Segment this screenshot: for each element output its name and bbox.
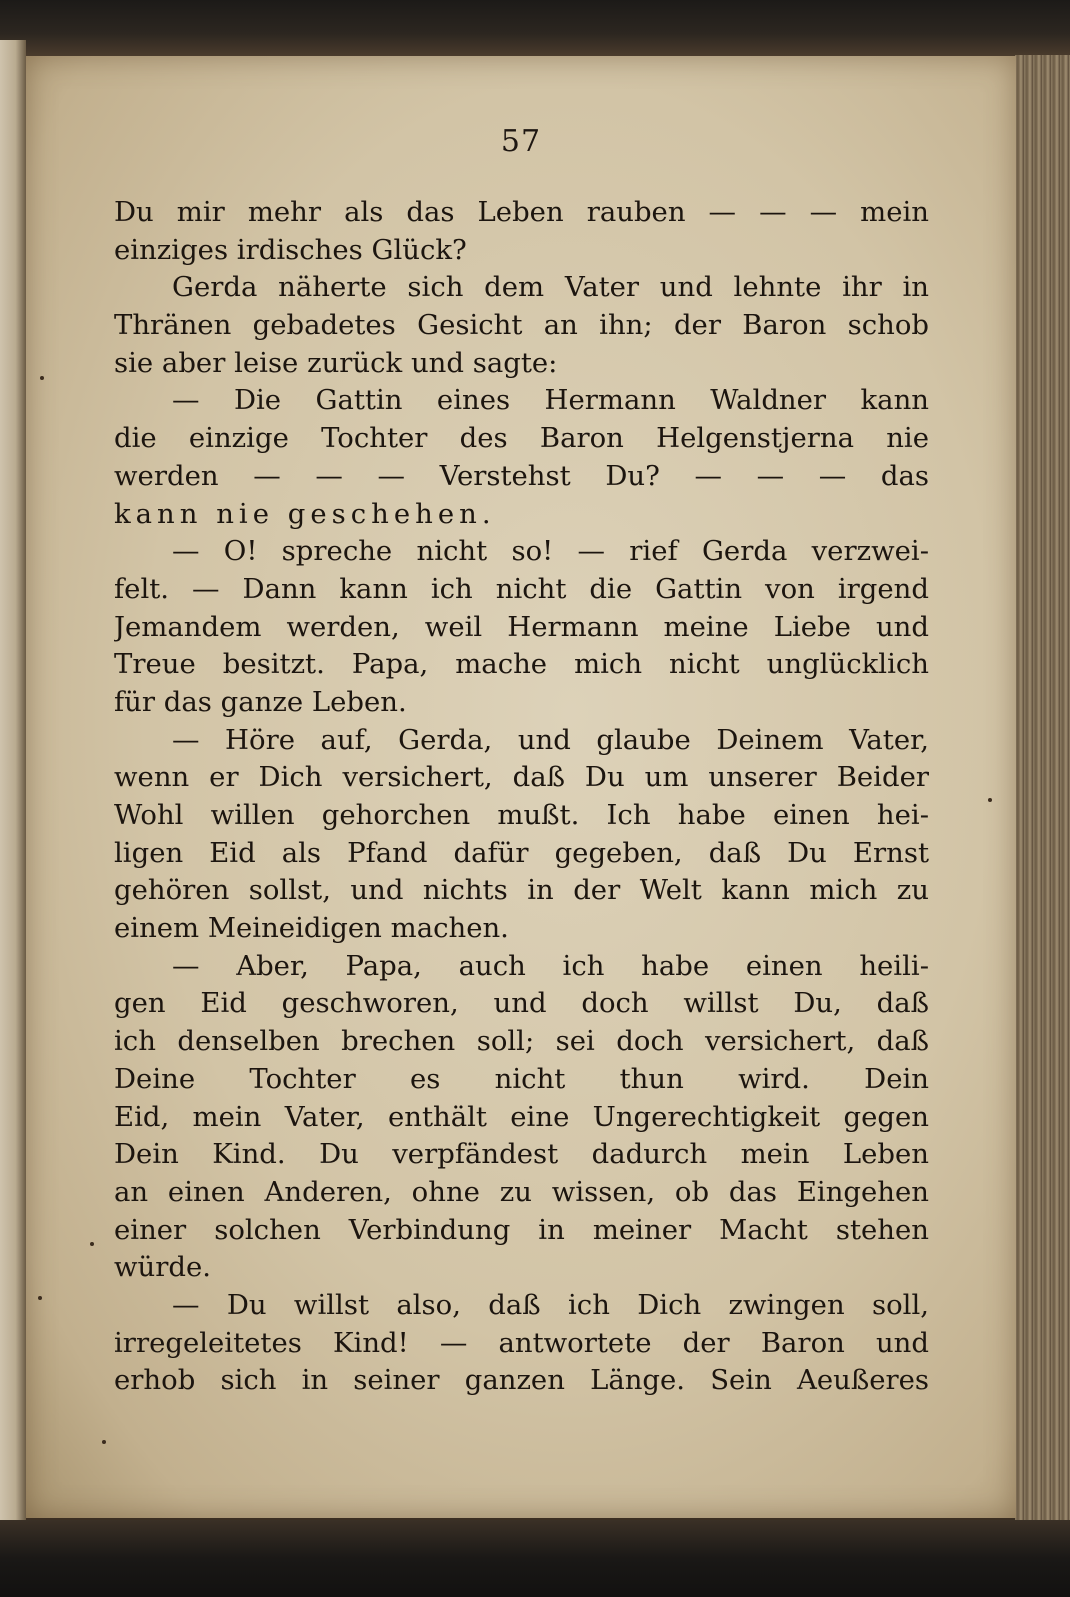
- text-line: Wohl willen gehorchen mußt. Ich habe einen hei-: [114, 799, 929, 831]
- book-bottom-edge: [0, 1520, 1070, 1597]
- text-line: felt. — Dann kann ich nicht die Gattin von irgend: [114, 572, 929, 605]
- text-line: die einzige Tochter des Baron Helgenstjerna nie: [114, 422, 929, 455]
- text-line: Eid, mein Vater, enthält eine Ungerechtigkeit gegen: [114, 1100, 929, 1133]
- book-top-edge: [0, 0, 1070, 56]
- text-line: — Du willst also, daß ich Dich zwingen soll,: [172, 1288, 929, 1321]
- text-line: ligen Eid als Pfand dafür gegeben, daß Du Ernst: [114, 836, 929, 869]
- page-stack-edges: [1015, 55, 1070, 1535]
- text-line: Jemandem werden, weil Hermann meine Liebe und: [114, 610, 929, 643]
- text-line: würde.: [114, 1251, 212, 1284]
- text-line: kann nie geschehen.: [114, 497, 496, 530]
- text-line: werden — — — Verstehst Du? — — — das: [114, 459, 929, 492]
- text-line: Thränen gebadetes Gesicht an ihn; der Baron schob: [114, 309, 929, 342]
- text-line: an einen Anderen, ohne zu wissen, ob das Eingehen: [114, 1175, 929, 1208]
- book-page: [26, 56, 1016, 1518]
- text-line: einziges irdisches Glück?: [114, 233, 467, 266]
- text-line: — O! spreche nicht so! — rief Gerda verzwei-: [172, 535, 929, 568]
- text-line: Gerda näherte sich dem Vater und lehnte ihr in: [172, 271, 929, 304]
- paper-speck: [90, 1242, 94, 1246]
- text-line: erhob sich in seiner ganzen Länge. Sein Aeußeres: [114, 1364, 929, 1397]
- text-line: wenn er Dich versichert, daß Du um unserer Beider: [114, 761, 929, 794]
- text-line: — Die Gattin eines Hermann Waldner kann: [172, 384, 929, 417]
- paper-speck: [40, 376, 44, 380]
- page-body-text: [114, 194, 929, 1400]
- text-line: Treue besitzt. Papa, mache mich nicht unglücklich: [114, 648, 929, 681]
- text-line: irregeleitetes Kind! — antwortete der Baron und: [114, 1326, 929, 1359]
- text-line: gen Eid geschworen, und doch willst Du, daß: [114, 987, 929, 1020]
- book-spine-edge: [0, 40, 26, 1540]
- text-line: sie aber leise zurück und sagte:: [114, 346, 558, 379]
- page-number: 57: [500, 124, 542, 159]
- text-line: einer solchen Verbindung in meiner Macht stehen: [114, 1213, 929, 1246]
- text-line: ich denselben brechen soll; sei doch versichert, daß: [114, 1025, 929, 1058]
- text-line: Du mir mehr als das Leben rauben — — — mein: [114, 196, 929, 228]
- text-line: — Höre auf, Gerda, und glaube Deinem Vater,: [172, 723, 929, 756]
- text-line: Deine Tochter es nicht thun wird. Dein: [114, 1062, 929, 1095]
- text-line: für das ganze Leben.: [114, 685, 407, 718]
- paper-speck: [988, 798, 992, 802]
- text-line: — Aber, Papa, auch ich habe einen heili-: [172, 949, 929, 982]
- text-line: gehören sollst, und nichts in der Welt kann mich zu: [114, 874, 929, 907]
- paper-speck: [102, 1440, 106, 1444]
- text-line: einem Meineidigen machen.: [114, 912, 509, 945]
- paper-speck: [38, 1296, 42, 1300]
- text-line: Dein Kind. Du verpfändest dadurch mein Leben: [114, 1138, 929, 1171]
